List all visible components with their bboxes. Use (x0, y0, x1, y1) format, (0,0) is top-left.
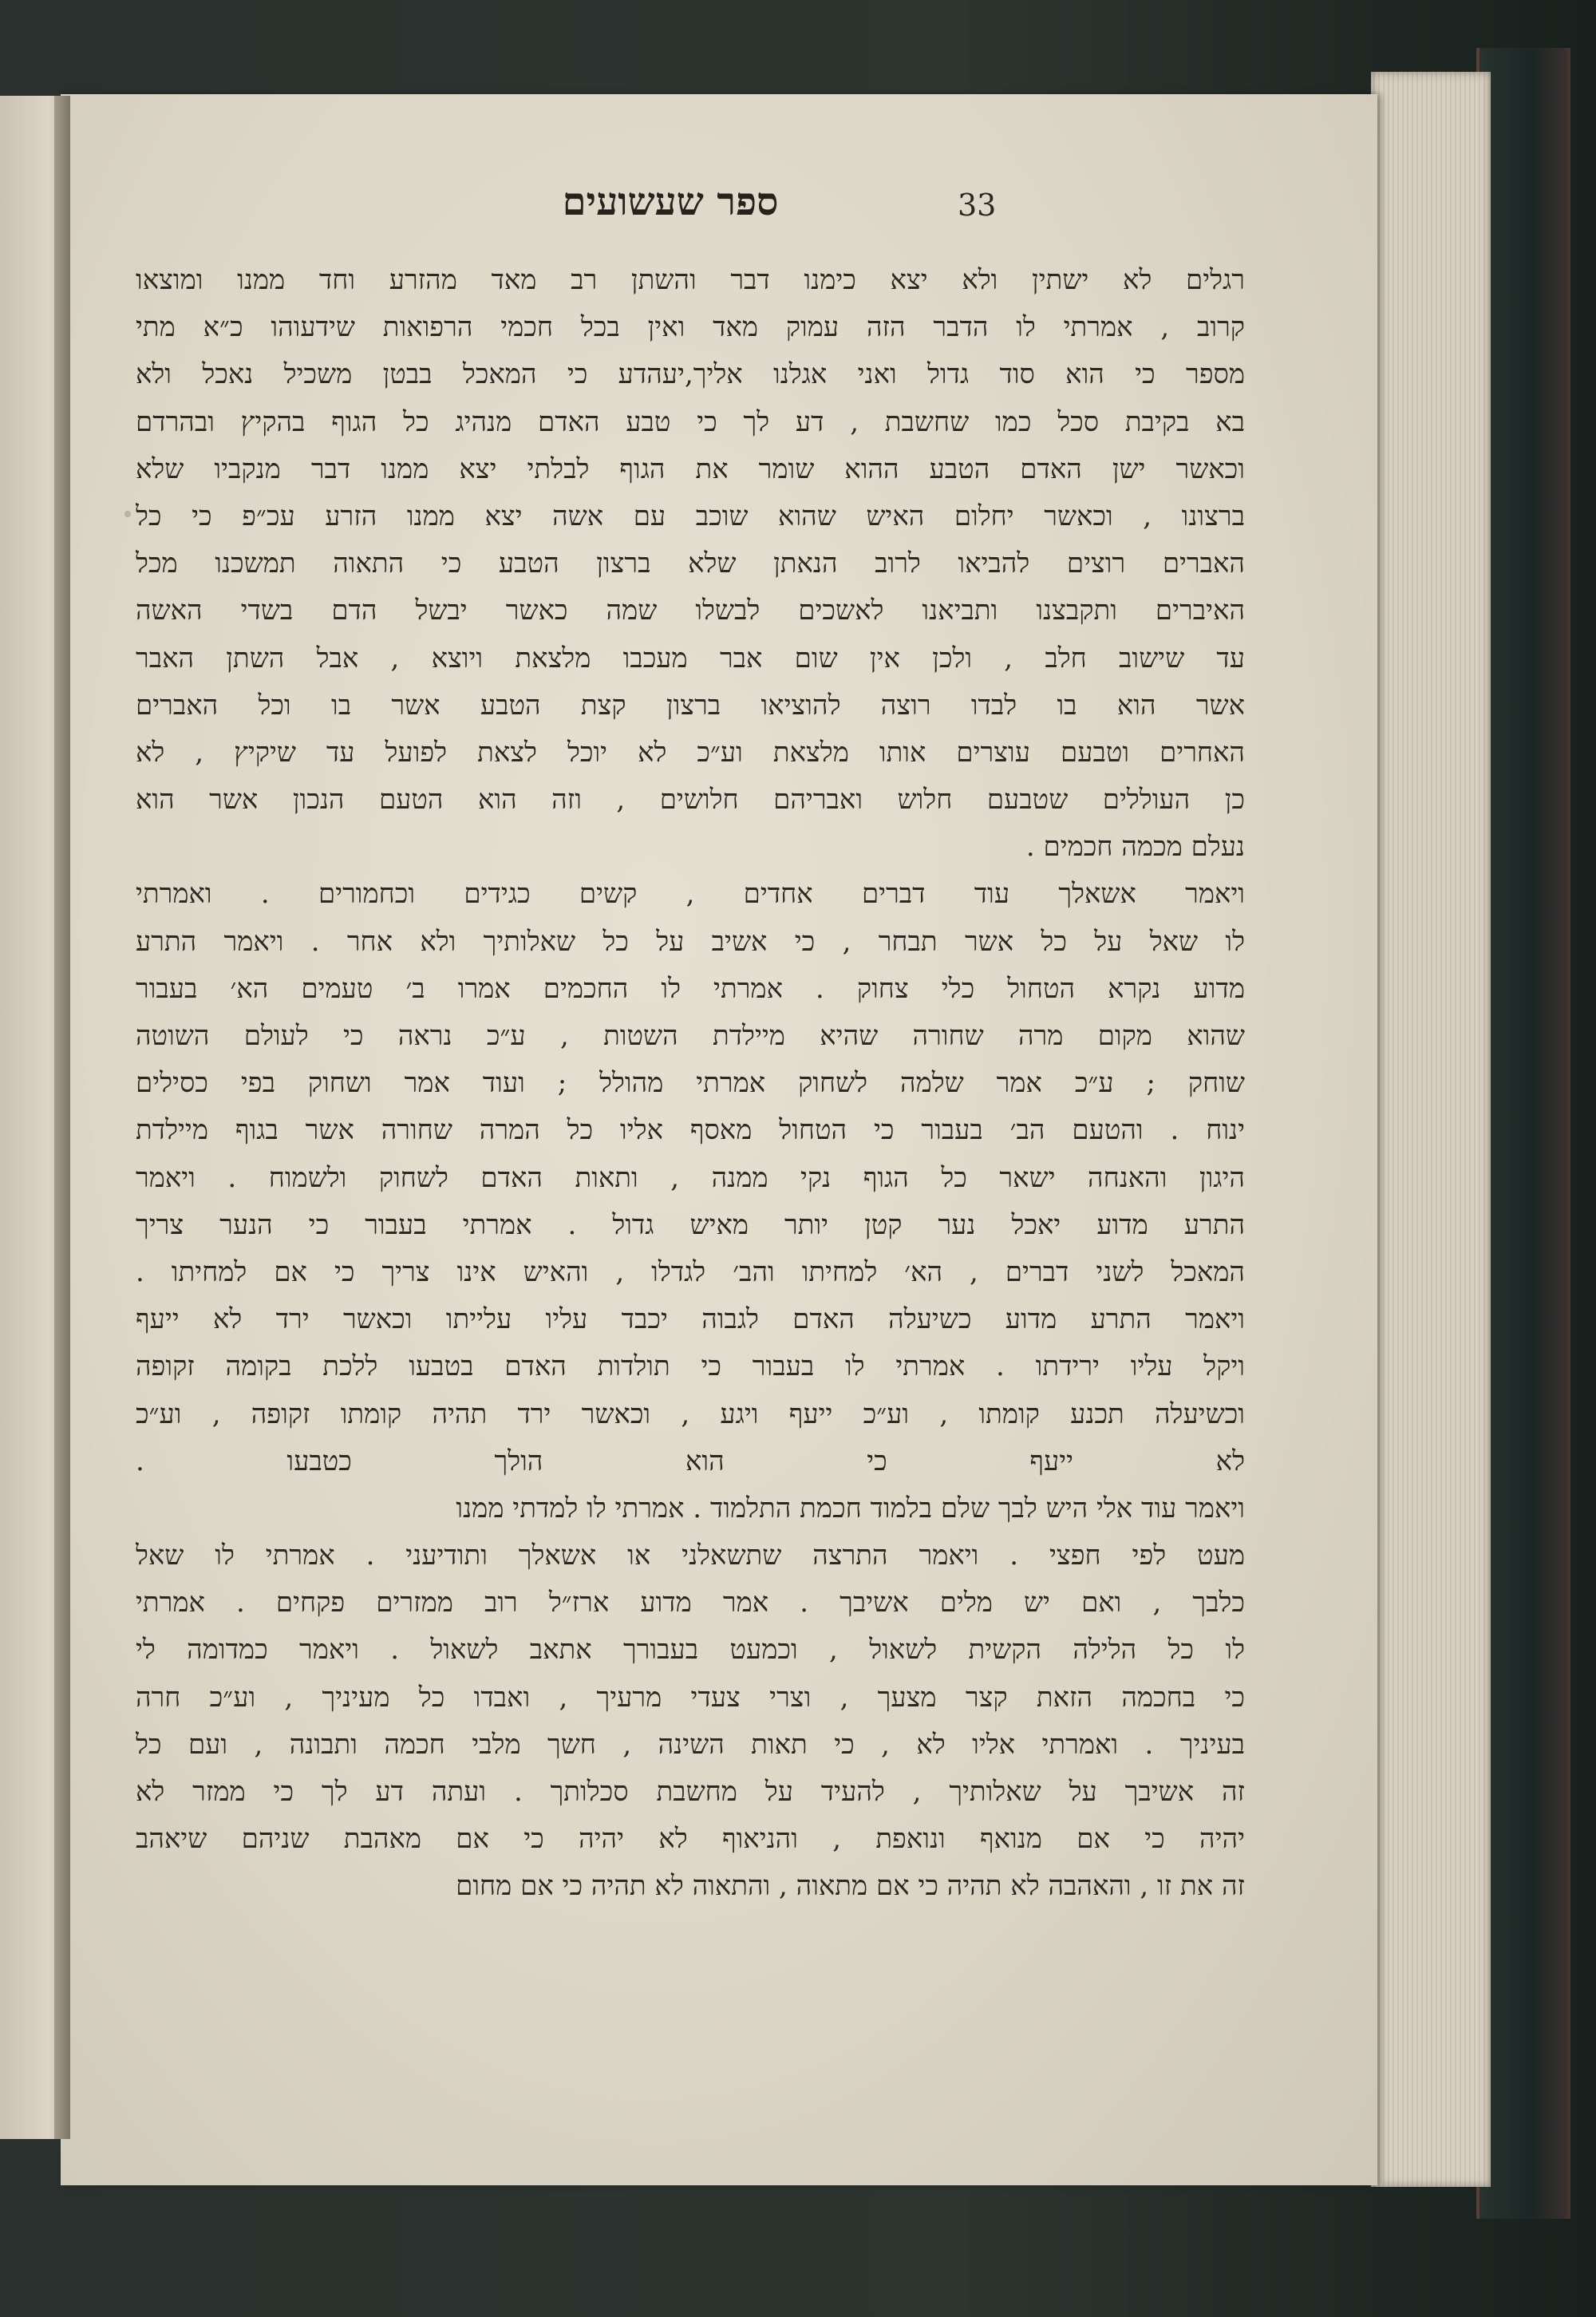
text-line: ויקל עליו ירידתו . אמרתי לו בעבור כי תולדות האדם בטבעו ללכת בקומה זקופה (136, 1350, 1245, 1383)
text-line: רגלים לא ישתין ולא יצא כימנו דבר והשתן רב מאד מהזרע וחד ממנו ומוצאו (136, 264, 1245, 296)
text-line: המאכל לשני דברים , הא׳ למחיתו והב׳ לגדלו , והאיש אינו צריך כי אם למחיתו . (136, 1255, 1245, 1288)
text-line: שוחק ; ע״כ אמר שלמה לשחוק אמרתי מהולל ; ועוד אמר ושחוק בפי כסילים (136, 1067, 1245, 1100)
text-line: האברים רוצים להביאו לרוב הנאתן שלא ברצון הטבע כי התאוה תמשכנו מכל (136, 548, 1245, 580)
text-line: מעט לפי חפצי . ויאמר התרצה שתשאלני או אשאלך ותודיעני . אמרתי לו שאל (136, 1540, 1245, 1572)
text-line: זה את זו , והאהבה לא תהיה כי אם מתאוה , והתאוה לא תהיה כי אם מחום (456, 1870, 1245, 1903)
text-line: לא ייעף כי הוא הולך כטבעו . (136, 1445, 1245, 1477)
text-line: האחרים וטבעם עוצרים אותו מלצאת וע״כ לא יוכל לצאת לפועל עד שיקיץ , לא (136, 736, 1245, 769)
text-line: וכאשר ישן האדם הטבע ההוא שומר את הגוף לבלתי יצא ממנו דבר מנקביו שלא (136, 453, 1245, 485)
text-line: ויאמר התרע מדוע כשיעלה האדם לגבוה יכבד עליו עלייתו וכאשר ירד לא ייעף (136, 1303, 1245, 1336)
text-line: ברצונו , וכאשר יחלום האיש שהוא שוכב עם אשה יצא ממנו הזרע עכ״פ כי כל (136, 500, 1245, 532)
text-line: בא בקיבת סכל כמו שחשבת , דע לך כי טבע האדם מנהיג כל הגוף בהקיץ ובהרדם (136, 405, 1245, 438)
text-line: ויאמר עוד אלי היש לבך שלם בלמוד חכמת התלמוד . אמרתי לו למדתי ממנו (456, 1492, 1245, 1524)
running-title: ספר שעשועים (562, 180, 779, 224)
text-line: היגון והאנחה ישאר כל הגוף נקי ממנה , ותאות האדם לשחוק ולשמוח . ויאמר (136, 1161, 1245, 1194)
text-line: כן העוללים שטבעם חלוש ואבריהם חלושים , וזה הוא הטעם הנכון אשר הוא (136, 784, 1245, 816)
text-line: בעיניך . ואמרתי אליו לא , כי תאות השינה , חשך מלבי חכמה ותבונה , ועם כל (136, 1728, 1245, 1761)
text-line: נעלם מכמה חכמים . (1025, 831, 1245, 864)
body-text (136, 257, 1245, 1911)
text-line: ינוח . והטעם הב׳ בעבור כי הטחול מאסף אליו כל המרה שחורה אשר בגוף מיילדת (136, 1114, 1245, 1147)
text-line: זה אשיבך על שאלותיך , להעיד על מחשבת סכלותך . ועתה דע לך כי ממזר לא (136, 1776, 1245, 1808)
page-stack-edges (1371, 72, 1491, 2187)
text-line: ויאמר אשאלך עוד דברים אחדים , קשים כגידים וכחמורים . ואמרתי (136, 878, 1245, 911)
text-line: כלבך , ואם יש מלים אשיבך . אמר מדוע ארז״ל רוב ממזרים פקחים . אמרתי (136, 1587, 1245, 1619)
text-line: עד שישוב חלב , ולכן אין שום אבר מעכבו מלצאת ויוצא , אבל השתן האבר (136, 642, 1245, 674)
text-line: האיברים ותקבצנו ותביאנו לאשכים לבשלו שמה כאשר יבשל הדם בשדי האשה (136, 595, 1245, 627)
text-line: יהיה כי אם מנואף ונואפת , והניאוף לא יהיה כי אם מאהבת שניהם שיאהב (136, 1823, 1245, 1856)
text-line: קרוב , אמרתי לו הדבר הזה עמוק מאד ואין בכל חכמי הרפואות שידעוהו כ״א מתי (136, 311, 1245, 344)
text-line: כי בחכמה הזאת קצר מצעך , וצרי צעדי מרעיך , ואבדו כל מעיניך , וע״כ חרה (136, 1681, 1245, 1714)
book-gutter (54, 96, 70, 2139)
page-header (128, 180, 1325, 243)
text-line: אשר הוא בו לבדו רוצה להוציאו ברצון קצת הטבע אשר בו וכל האברים (136, 689, 1245, 722)
text-line: לו כל הלילה הקשית לשאול , וכמעט בעבורך אתאב לשאול . ויאמר כמדומה לי (136, 1634, 1245, 1667)
text-line: וכשיעלה תכנע קומתו , וע״כ ייעף ויגע , וכאשר ירד תהיה קומתו זקופה , וע״כ (136, 1398, 1245, 1430)
ink-spot (124, 511, 131, 517)
page-number: 33 (958, 188, 997, 223)
text-line: מספר כי הוא סוד גדול ואני אגלנו אליך,יעהדע כי המאכל בבטן משכיל נאכל ולא (136, 358, 1245, 391)
text-line: שהוא מקום מרה שחורה שהיא מיילדת השטות , ע״כ נראה כי לעולם השוטה (136, 1020, 1245, 1052)
text-line: מדוע נקרא הטחול כלי צחוק . אמרתי לו החכמים אמרו ב׳ טעמים הא׳ בעבור (136, 972, 1245, 1005)
text-line: לו שאל על כל אשר תבחר , כי אשיב על כל שאלותיך ולא אחר . ויאמר התרע (136, 925, 1245, 958)
text-line: התרע מדוע יאכל נער קטן יותר מאיש גדול . אמרתי בעבור כי הנער צריך (136, 1208, 1245, 1241)
